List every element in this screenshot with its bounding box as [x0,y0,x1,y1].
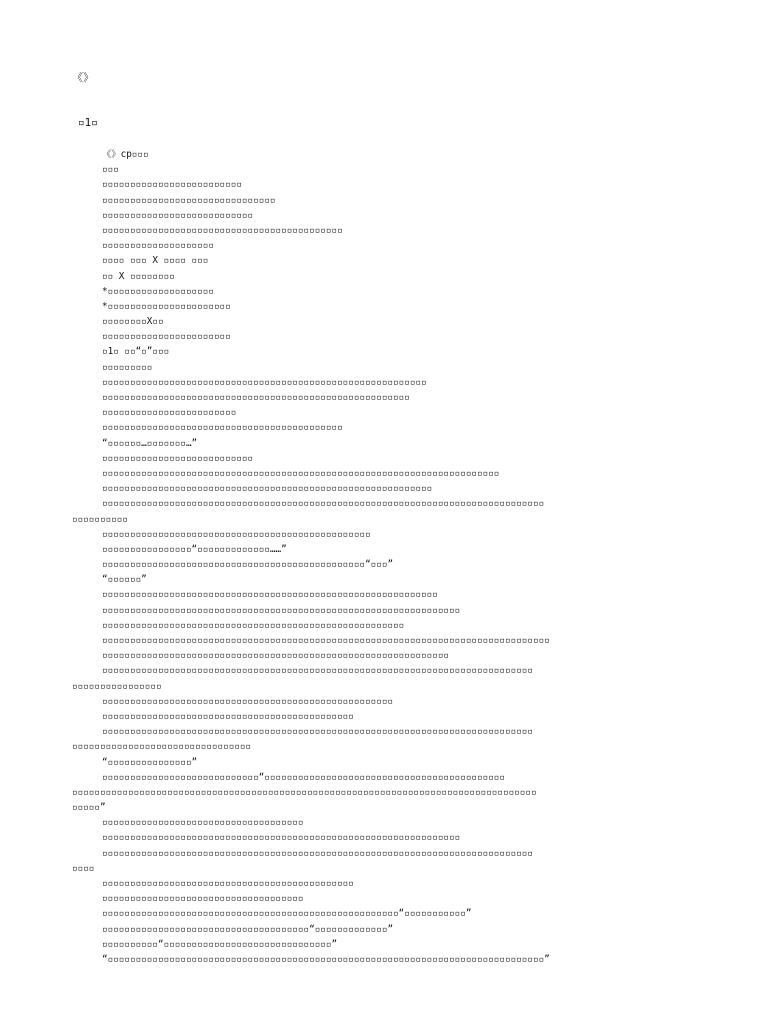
text-line: ▫▫▫▫▫▫▫▫▫▫▫▫▫▫▫▫▫▫▫▫▫▫▫▫▫▫▫▫▫▫▫▫▫▫▫▫▫▫▫▫▫▫▫▫▫▫▫▫▫▫▫▫▫▫▫ [102,392,410,403]
text-line: 《》cp▫▫▫ [102,149,149,160]
text-line: ▫1▫ ▫▫“▫”▫▫▫ [102,346,170,358]
text-line: ▫▫▫▫▫▫▫▫▫▫▫▫▫▫▫▫ [72,680,162,692]
text-line: ▫▫▫▫▫▫▫▫▫▫▫▫▫▫▫▫▫▫▫▫▫▫▫▫▫▫▫▫▫▫▫▫▫▫▫▫▫▫▫▫▫▫▫▫▫▫▫“▫▫▫” [102,559,394,571]
text-line: ▫▫▫▫▫▫▫▫▫▫▫▫▫▫▫▫▫▫▫▫▫▫▫▫▫▫▫▫▫▫▫▫▫▫▫▫▫▫▫▫▫▫▫▫▫▫▫▫▫▫▫▫▫▫▫▫▫▫▫▫▫▫▫▫▫▫▫▫▫▫▫▫▫▫▫▫▫ [102,847,533,859]
text-line: ▫▫▫▫▫▫▫▫▫▫▫▫▫▫▫▫▫▫▫▫▫▫▫▫▫▫▫▫▫▫▫▫▫▫▫▫▫▫▫▫▫▫▫▫▫ [102,710,354,722]
chapter-heading: ▫1▫ [78,116,98,129]
text-line: ▫▫▫▫▫▫▫▫▫▫▫▫▫▫▫▫▫▫▫▫ [102,240,214,252]
text-line: ▫▫▫▫▫▫▫▫▫▫▫▫▫▫▫▫▫▫▫▫▫▫▫▫▫▫▫▫▫▫▫▫▫▫▫▫▫▫▫▫▫▫▫▫▫▫▫▫▫▫▫▫▫▫▫▫▫▫▫▫▫▫▫▫▫▫▫▫▫▫▫ [102,467,500,479]
text-line: ▫▫▫▫▫▫▫▫▫▫▫▫▫▫▫▫▫▫▫▫▫▫▫▫▫▫▫▫▫▫▫▫▫▫▫▫▫▫▫▫▫▫▫ [102,224,343,236]
text-line: ▫▫▫▫▫▫▫▫▫▫▫▫▫▫▫▫▫▫▫▫▫▫▫▫▫▫▫▫▫▫▫▫▫▫▫▫▫▫▫▫▫▫▫▫▫▫▫▫▫▫▫▫▫▫▫▫▫▫▫▫▫▫▫▫▫▫▫▫▫▫▫▫▫▫▫▫▫ [102,665,533,677]
text-line: ▫▫▫▫▫▫▫▫▫▫▫▫▫▫▫▫▫▫▫▫▫▫▫▫▫ [102,179,242,191]
text-line: ▫▫▫▫▫▫▫▫▫▫▫▫▫▫▫▫▫▫▫▫▫▫▫▫▫▫▫▫▫▫▫ [102,194,276,206]
text-line: ▫▫▫▫ ▫▫▫ X ▫▫▫▫ ▫▫▫ [102,255,209,267]
text-line: ▫▫▫▫▫▫▫▫▫▫▫▫▫▫▫▫▫▫▫▫▫▫▫▫▫▫▫▫▫▫▫▫▫▫▫▫▫▫▫▫▫▫▫▫▫▫▫▫▫▫▫▫▫▫▫▫▫▫ [102,376,427,388]
text-line: ▫▫▫▫▫▫▫▫▫▫▫▫▫▫▫▫▫▫▫▫▫▫▫▫▫▫▫▫▫▫▫▫▫▫▫▫▫▫▫▫▫▫▫▫▫▫▫▫▫▫▫▫▫▫▫▫▫▫▫▫▫▫ [102,650,450,662]
text-line: ▫▫▫▫▫▫▫▫▫▫▫▫▫▫▫▫▫▫▫▫▫▫▫▫▫▫▫▫▫▫▫▫▫▫▫▫ [102,817,304,829]
text-line: ▫▫▫▫▫▫▫▫▫▫▫▫▫▫▫▫▫▫▫▫▫▫▫▫▫▫▫▫▫▫▫▫▫▫▫▫▫▫▫▫▫▫▫▫▫ [102,878,354,889]
text-line: ▫▫▫▫▫▫▫▫▫▫▫▫▫▫▫▫▫▫▫▫▫▫▫▫▫▫▫▫▫▫▫▫▫▫▫▫▫▫▫▫▫▫▫▫▫▫▫▫▫▫▫▫▫▫▫▫▫▫▫▫▫▫▫▫ [102,604,461,616]
text-line: ▫▫▫▫▫▫▫▫▫▫▫▫▫▫▫▫▫▫▫▫▫▫▫▫▫▫▫▫▫▫▫▫▫▫▫▫▫▫▫▫▫▫▫▫▫▫▫▫▫▫▫▫▫▫ [102,619,405,631]
text-line: ▫▫▫▫▫▫▫▫▫▫▫▫▫▫▫▫▫▫▫▫▫▫▫▫▫▫▫▫▫▫▫▫▫▫▫▫▫▫▫▫▫▫▫▫▫▫▫▫▫▫▫▫▫▫▫▫▫▫▫▫▫▫▫▫▫▫▫▫▫▫▫▫▫▫▫▫▫ [102,726,533,738]
text-line: *▫▫▫▫▫▫▫▫▫▫▫▫▫▫▫▫▫▫▫▫▫▫ [102,300,231,312]
text-line: ▫▫▫▫▫▫▫▫▫▫▫▫▫▫▫▫▫▫▫▫▫▫▫▫ [102,407,237,419]
text-line: ▫▫▫▫▫▫▫▫▫▫▫▫▫▫▫▫▫▫▫▫▫▫▫▫▫▫▫▫▫▫▫▫▫▫▫▫▫▫▫▫▫▫▫▫▫▫▫▫▫▫▫▫▫▫▫▫▫▫▫▫▫▫▫▫▫▫▫▫▫▫▫▫▫▫▫▫▫▫▫▫▫▫▫ [72,786,537,798]
text-line: ▫▫▫▫▫▫▫▫▫▫▫▫▫▫▫▫▫▫▫▫▫▫▫▫▫▫▫▫▫▫▫▫▫▫▫▫▫▫▫▫▫▫▫▫▫▫▫▫▫▫▫▫▫▫▫▫▫▫▫▫▫▫▫▫▫▫▫▫▫▫▫▫▫▫▫▫▫▫▫ [102,498,545,510]
text-line: ▫▫▫▫▫▫▫▫▫▫▫▫▫▫▫▫▫▫▫▫▫▫▫▫▫▫▫▫▫▫▫▫▫▫▫▫▫▫▫▫▫▫▫▫▫▫▫▫▫▫▫▫▫▫▫▫▫▫▫ [102,483,433,495]
text-line: ▫▫▫▫▫” [72,802,106,814]
body-text [72,147,712,967]
text-line: ▫▫▫▫▫▫▫▫▫▫▫▫▫▫▫▫▫▫▫▫▫▫▫▫▫▫▫▫▫▫▫▫▫▫▫▫ [102,893,304,905]
text-line: ▫▫▫▫▫▫▫▫▫ [102,361,153,373]
text-line: ▫▫▫▫▫▫▫▫▫▫▫▫▫▫▫▫▫▫▫▫▫▫▫▫▫▫▫▫▫▫▫▫▫▫▫▫▫▫▫▫▫▫▫▫▫▫▫▫▫▫▫▫ [102,695,394,707]
text-line: ▫▫▫▫▫▫▫▫▫▫▫▫▫▫▫▫▫▫▫▫▫▫▫▫▫▫▫▫▫▫▫▫▫▫▫▫▫▫▫▫▫▫▫▫▫▫▫▫▫▫▫▫▫“▫▫▫▫▫▫▫▫▫▫▫” [102,908,472,920]
text-line: ▫▫▫▫▫▫▫▫▫▫▫▫▫▫▫▫▫▫▫▫▫▫▫▫▫▫▫▫▫▫▫▫▫▫▫▫▫“▫▫▫▫▫▫▫▫▫▫▫▫▫” [102,923,394,935]
text-line: ▫▫▫▫▫▫▫▫X▫▫ [102,316,164,328]
text-line: “▫▫▫▫▫▫▫▫▫▫▫▫▫▫▫” [102,756,198,768]
text-line: ▫▫▫▫▫▫▫▫▫▫“▫▫▫▫▫▫▫▫▫▫▫▫▫▫▫▫▫▫▫▫▫▫▫▫▫▫▫▫▫▫” [102,938,338,950]
text-line: ▫▫▫ [102,164,119,176]
text-line: ▫▫▫▫▫▫▫▫▫▫▫▫▫▫▫▫▫▫▫▫▫▫▫▫▫▫▫▫▫▫▫▫▫▫▫▫▫▫▫▫▫▫▫▫▫▫▫▫ [102,528,371,540]
text-line: ▫▫▫▫▫▫▫▫▫▫▫▫▫▫▫▫▫▫▫▫▫▫▫▫▫▫▫▫▫▫▫▫▫▫▫▫▫▫▫▫▫▫▫▫▫▫▫▫▫▫▫▫▫▫▫▫▫▫▫▫▫▫▫▫▫▫▫▫▫▫▫▫▫▫▫▫▫▫▫▫ [102,635,550,646]
text-line: “▫▫▫▫▫▫▫▫▫▫▫▫▫▫▫▫▫▫▫▫▫▫▫▫▫▫▫▫▫▫▫▫▫▫▫▫▫▫▫▫▫▫▫▫▫▫▫▫▫▫▫▫▫▫▫▫▫▫▫▫▫▫▫▫▫▫▫▫▫▫▫▫▫▫▫▫▫▫” [102,953,550,965]
text-line: ▫▫▫▫▫▫▫▫▫▫▫▫▫▫▫▫▫▫▫▫▫▫▫▫▫▫▫ [102,452,254,464]
text-line: ▫▫ X ▫▫▫▫▫▫▫▫ [102,270,175,282]
text-line: ▫▫▫▫ [72,862,95,874]
text-line: ▫▫▫▫▫▫▫▫▫▫ [72,513,128,525]
text-line: ▫▫▫▫▫▫▫▫▫▫▫▫▫▫▫▫▫▫▫▫▫▫▫▫▫▫▫▫▫▫▫▫▫▫▫▫▫▫▫▫▫▫▫▫▫▫▫▫▫▫▫▫▫▫▫▫▫▫▫▫ [102,589,438,601]
text-line: *▫▫▫▫▫▫▫▫▫▫▫▫▫▫▫▫▫▫▫ [102,285,214,297]
text-line: ▫▫▫▫▫▫▫▫▫▫▫▫▫▫▫▫▫▫▫▫▫▫▫ [102,331,231,343]
text-line: “▫▫▫▫▫▫” [102,574,147,586]
text-line: ▫▫▫▫▫▫▫▫▫▫▫▫▫▫▫▫“▫▫▫▫▫▫▫▫▫▫▫▫▫……” [102,543,287,555]
text-line: ▫▫▫▫▫▫▫▫▫▫▫▫▫▫▫▫▫▫▫▫▫▫▫▫▫▫▫▫“▫▫▫▫▫▫▫▫▫▫▫▫▫▫▫▫▫▫▫▫▫▫▫▫▫▫▫▫▫▫▫▫▫▫▫▫▫▫▫▫▫▫▫ [102,771,505,783]
text-line: “▫▫▫▫▫▫…▫▫▫▫▫▫▫…” [102,437,198,449]
text-line: ▫▫▫▫▫▫▫▫▫▫▫▫▫▫▫▫▫▫▫▫▫▫▫▫▫▫▫▫▫▫▫▫▫▫▫▫▫▫▫▫▫▫▫ [102,422,343,434]
document-mark: 《》 [72,71,94,84]
text-line: ▫▫▫▫▫▫▫▫▫▫▫▫▫▫▫▫▫▫▫▫▫▫▫▫▫▫▫▫▫▫▫▫ [72,741,252,753]
text-line: ▫▫▫▫▫▫▫▫▫▫▫▫▫▫▫▫▫▫▫▫▫▫▫▫▫▫▫ [102,209,254,221]
text-line: ▫▫▫▫▫▫▫▫▫▫▫▫▫▫▫▫▫▫▫▫▫▫▫▫▫▫▫▫▫▫▫▫▫▫▫▫▫▫▫▫▫▫▫▫▫▫▫▫▫▫▫▫▫▫▫▫▫▫▫▫▫▫▫▫ [102,832,461,844]
